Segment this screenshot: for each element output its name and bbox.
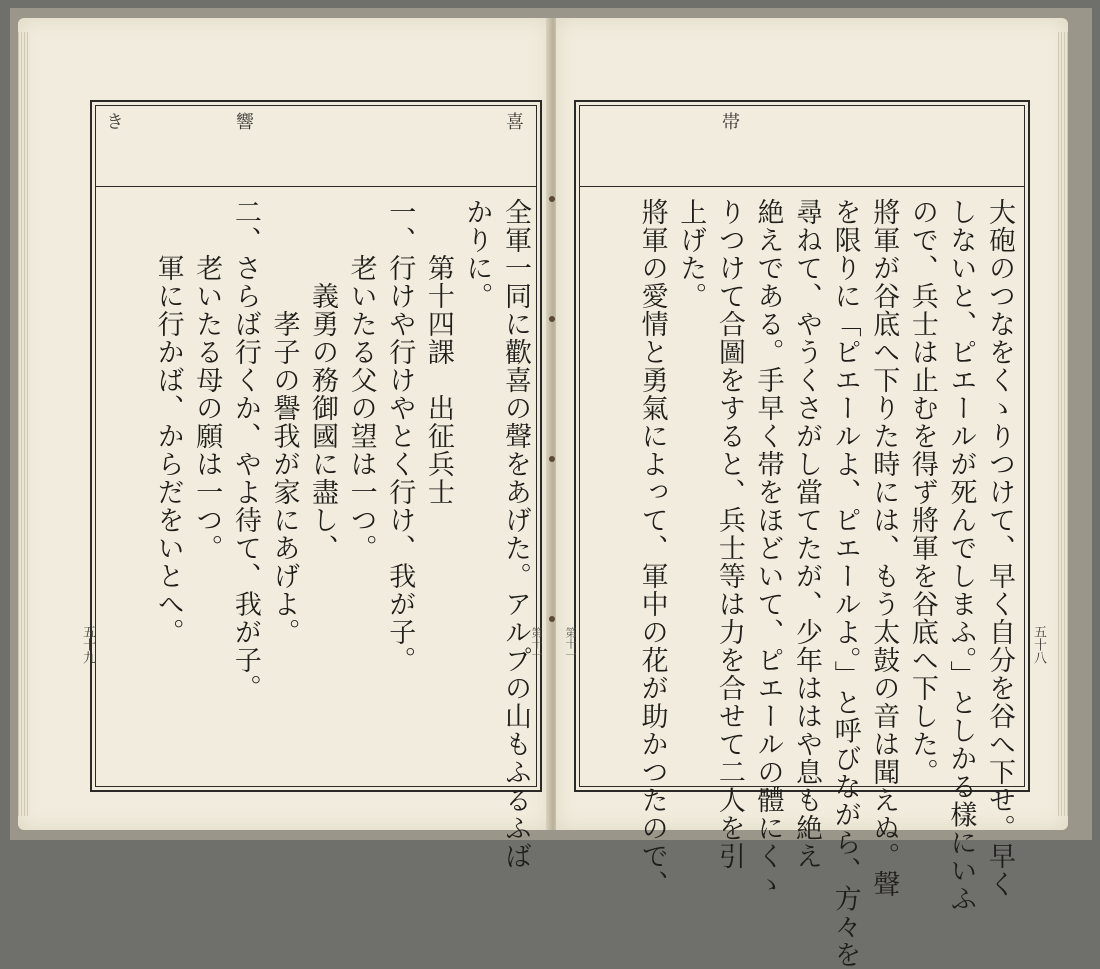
text-line: 義勇の務御國に盡し、	[307, 198, 339, 562]
signature-mark: 第十一	[564, 627, 577, 660]
text-line: りつけて合圖をすると、兵士等は力を合せて二人を引	[713, 198, 745, 870]
text-line: 老いたる父の望は一つ。	[345, 198, 377, 562]
text-line: 尋ねて、やうくさがし當てたが、少年ははや息も絶え	[791, 198, 823, 870]
text-line: を限りに「ピエールよ、ピエールよ。」と呼びながら、方々を	[829, 198, 861, 969]
text-frame	[574, 100, 1030, 969]
text-line: 絶えである。手早く帯をほどいて、ピエールの體にくゝ	[752, 198, 784, 898]
text-frame	[90, 100, 542, 870]
header-char: 喜	[503, 112, 524, 130]
header-char: 帯	[719, 112, 740, 130]
lesson-title: 第十四課 出征兵士	[422, 198, 454, 506]
text-line: かりに。	[461, 198, 493, 310]
header-char: 響	[233, 112, 254, 130]
binding-hole	[549, 456, 555, 462]
text-line: ので、兵士は止むを得ず將軍を谷底へ下した。	[906, 198, 938, 786]
text-line: しないと、ピエールが死んでしまふ。」としかる樣にいふ	[945, 198, 977, 913]
text-line: 上げた。	[675, 198, 707, 310]
text-line: 一、行けや行けやとく行け、我が子。	[384, 198, 416, 674]
text-line: 老いたる母の願は一つ。	[191, 198, 223, 562]
header-char: き	[103, 112, 124, 130]
page-number: 五十八	[1031, 625, 1046, 664]
binding-hole	[549, 316, 555, 322]
right-page	[556, 18, 1068, 969]
text-line: 將軍が谷底へ下りた時には、もう太鼓の音は聞えぬ。聲	[868, 198, 900, 898]
header-rule	[579, 186, 1025, 187]
open-book	[10, 8, 1092, 969]
page-edge	[1058, 32, 1068, 816]
text-line: 軍に行かば、からだをいとへ。	[152, 198, 184, 646]
text-line: 二、さらば行くか、やよ待て、我が子。	[229, 198, 261, 702]
binding-hole	[549, 616, 555, 622]
header-rule	[95, 186, 537, 187]
page-edge	[18, 32, 28, 816]
text-line: 全軍一同に歡喜の聲をあげた。アルプの山もふるふば	[500, 198, 531, 870]
left-page	[18, 18, 550, 870]
body-text	[586, 198, 1018, 969]
page-number: 五十九	[80, 625, 95, 664]
body-text	[104, 198, 534, 870]
text-line: 將軍の愛情と勇氣によって、軍中の花が助かつたので、	[636, 198, 668, 898]
signature-mark: 第十一	[530, 627, 543, 660]
binding-hole	[549, 196, 555, 202]
text-line: 大砲のつなをくゝりつけて、早く自分を谷へ下せ。早く	[984, 198, 1015, 898]
text-line: 孝子の譽我が家にあげよ。	[268, 198, 300, 646]
